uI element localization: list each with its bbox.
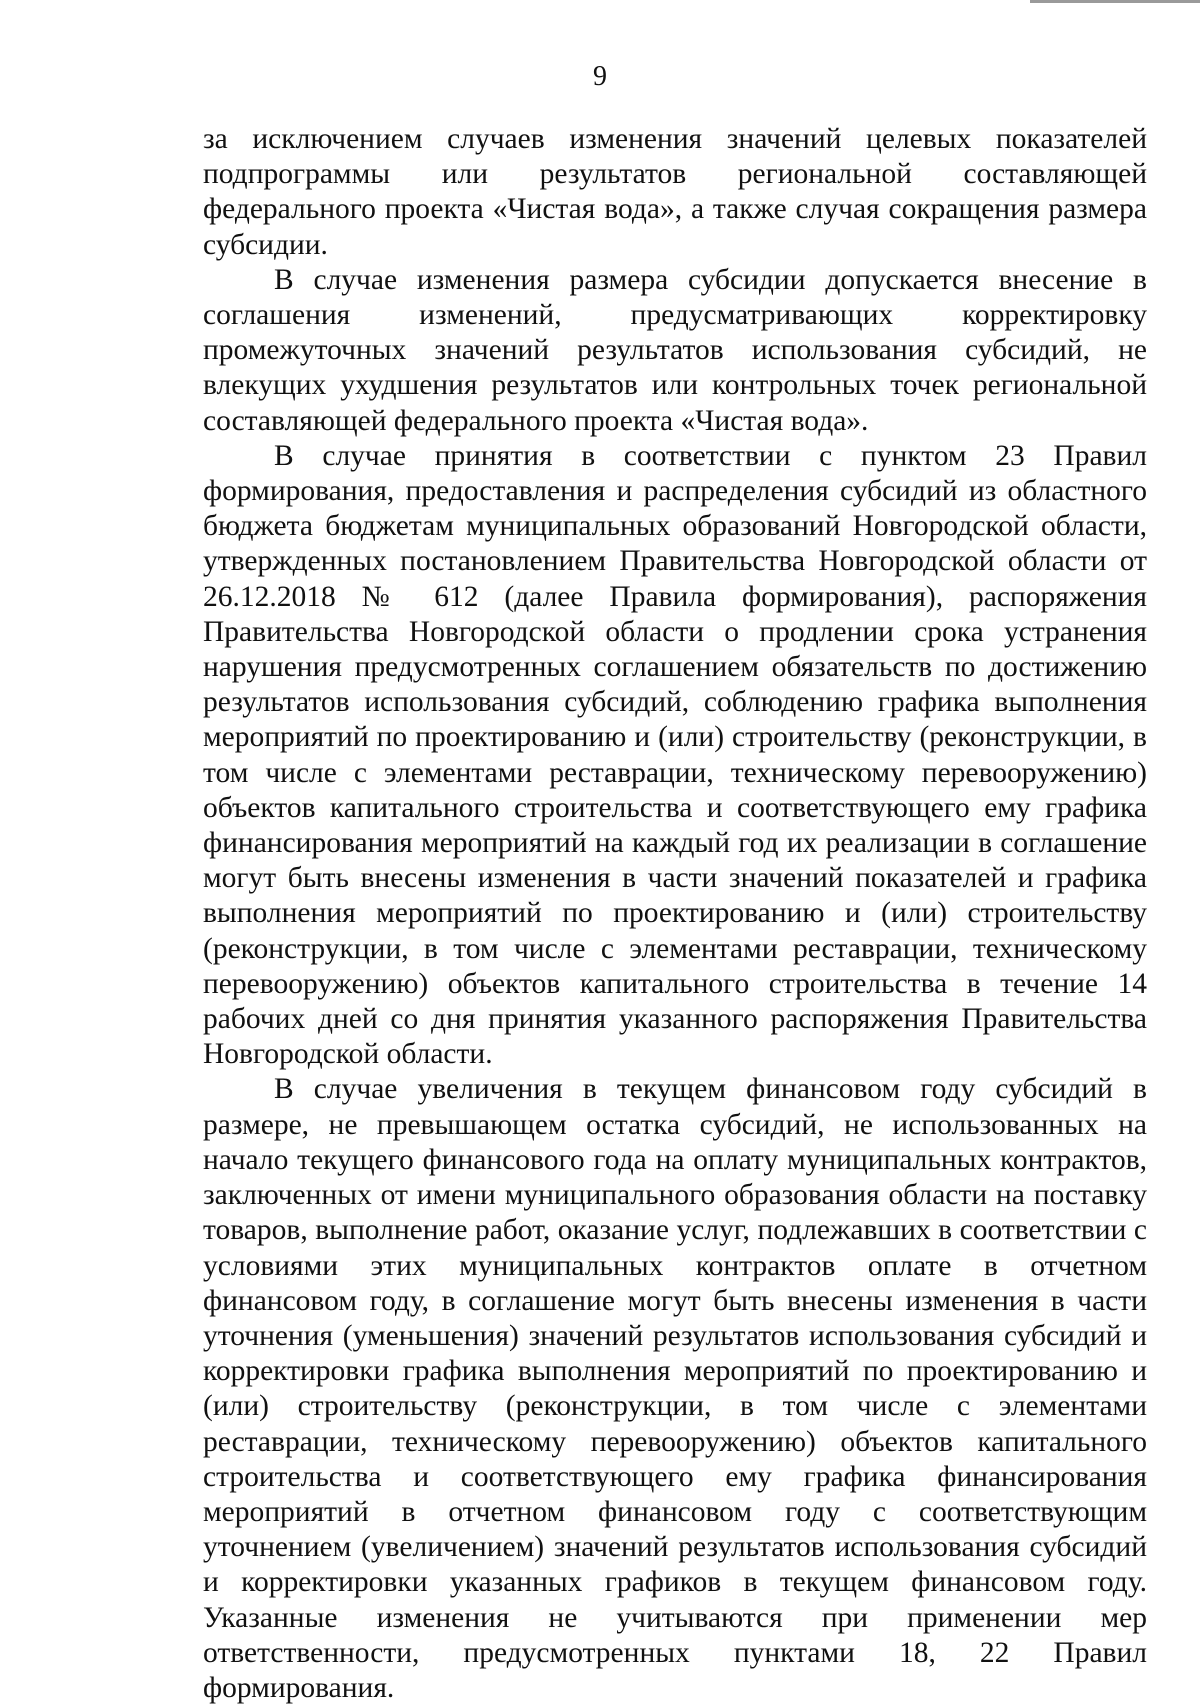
scan-edge-mark — [1030, 0, 1200, 3]
paragraph-subsidy-size-change: В случае изменения размера субсидии допускается внесение в соглашения изменений, предусматривающих корректировку промежуточных значений результатов использования субсидий, не влекущих ухудшения результатов или контрольных точек региональной составляющей федерального проекта «Чистая вода». — [203, 263, 1147, 437]
paragraph-subsidy-increase: В случае увеличения в текущем финансовом году субсидий в размере, не превышающем остатка субсидий, не использованных на начало текущего финансового года на оплату муниципальных контрактов, заключенных от имени муниципального образования области на поставку товаров, выполнение работ, оказание услуг, подлежавших в соответствии с условиями этих муниципальных контрактов оплате в отчетном финансовом году, в соглашение могут быть внесены изменения в части уточнения (уменьшения) значений результатов использования субсидий и корректировки графика выполнения мероприятий по проектированию и (или) строительству (реконструкции, в том числе с элементами реставрации, техническому перевооружению) объектов капитального строительства и соответствующего ему графика финансирования мероприятий в отчетном финансовом году с соответствующим уточнением (увеличением) значений результатов использования субсидий и корректировки указанных графиков в текущем финансовом году. Указанные изменения не учитываются при применении мер ответственности, предусмотренных пунктами 18, 22 Правил формирования. — [203, 1073, 1147, 1704]
paragraph-continuation: за исключением случаев изменения значений целевых показателей подпрограммы или результатов региональной составляющей федерального проекта «Чистая вода», а также случая сокращения размера субсидии. — [203, 123, 1147, 261]
page-number: 9 — [593, 61, 607, 92]
paragraph-deadline-extension: В случае принятия в соответствии с пунктом 23 Правил формирования, предоставления и распределения субсидий из областного бюджета бюджетам муниципальных образований Новгородской области, утвержденных постановлением Правительства Новгородской области от 26.12.2018 № 612 (далее Правила формирования), распоряжения Правительства Новгородской области о продлении срока устранения нарушения предусмотренных соглашением обязательств по достижению результатов использования субсидий, соблюдению графика выполнения мероприятий по проектированию и (или) строительству (реконструкции, в том числе с элементами реставрации, техническому перевооружению) объектов капитального строительства и соответствующего ему графика финансирования мероприятий на каждый год их реализации в соглашение могут быть внесены изменения в части значений показателей и графика выполнения мероприятий по проектированию и (или) строительству (реконструкции, в том числе с элементами реставрации, техническому перевооружению) объектов капитального строительства в течение 14 рабочих дней со дня принятия указанного распоряжения Правительства Новгородской области. — [203, 439, 1147, 1071]
document-body — [203, 122, 1147, 1706]
